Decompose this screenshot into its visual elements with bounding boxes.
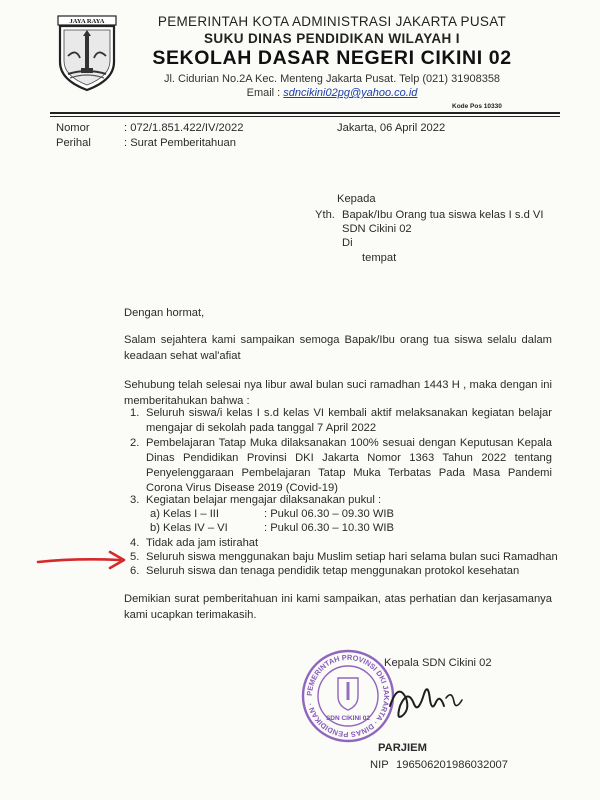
intro-paragraph: Sehubung telah selesai nya libur awal bulan suci ramadhan 1443 H , maka dengan ini memberitahukan bahwa : [124, 379, 552, 407]
place-date: Jakarta, 06 April 2022 [337, 122, 446, 134]
perihal-label: Perihal [56, 137, 91, 149]
jaya-raya-logo-icon [56, 12, 118, 92]
letterhead [122, 14, 542, 99]
item-number: 3. [130, 494, 140, 506]
recipient-kepada: Kepada [337, 193, 376, 205]
svg-text:JAYA RAYA: JAYA RAYA [69, 18, 105, 25]
item-text: Pembelajaran Tatap Muka dilaksanakan 100% sesuai dengan Keputusan Kepala Dinas Pendidikan Provinsi DKI Jakarta Nomor 1363 Tahun 2022 tentang Penyelenggaraan Pembelajaran Tatap Muka Terbatas Pada Masa Pandemi Corona Virus Disease 2019 (Covid-19) [146, 437, 552, 494]
item-text: Seluruh siswa/i kelas I s.d kelas VI kembali aktif melaksanakan kegiatan belajar mengajar di sekolah pada tanggal 7 April 2022 [146, 407, 552, 434]
postal-code: Kode Pos 10330 [452, 103, 502, 110]
school-name: SEKOLAH DASAR NEGERI CIKINI 02 [152, 47, 512, 69]
recipient-yth: Yth. [315, 209, 335, 221]
email-label: Email : [246, 87, 281, 99]
red-arrow-icon [36, 548, 128, 572]
item-number: 4. [130, 537, 140, 549]
signatory-title: Kepala SDN Cikini 02 [384, 657, 492, 669]
item-number: 5. [130, 551, 140, 563]
signatory-name: PARJIEM [378, 742, 427, 754]
letterhead-divider-thin [50, 116, 560, 117]
email-link[interactable]: sdncikini02pg@yahoo.co.id [283, 87, 418, 99]
item-number: 1. [130, 407, 140, 419]
letterhead-divider [50, 112, 560, 114]
school-address: Jl. Cidurian No.2A Kec. Menteng Jakarta Pusat. Telp (021) 31908358 [163, 73, 501, 85]
recipient-line3: Di [342, 237, 353, 249]
nip-value: 196506201986032007 [396, 759, 508, 771]
schedule-label: a) Kelas I – III [150, 508, 220, 520]
item-text: Seluruh siswa menggunakan baju Muslim setiap hari selama bulan suci Ramadhan [146, 551, 558, 563]
item-text: Kegiatan belajar mengajar dilaksanakan pukul : [146, 494, 382, 506]
handwritten-signature [384, 676, 468, 726]
item-text: Tidak ada jam istirahat [146, 537, 259, 549]
svg-text:PEMERINTAH PROVINSI DKI JAKART: PEMERINTAH PROVINSI DKI JAKARTA · DINAS PENDIDIKAN · [304, 652, 392, 740]
email-line [122, 87, 542, 99]
school-stamp-icon [300, 648, 396, 744]
agency-name: SUKU DINAS PENDIDIKAN WILAYAH I [204, 31, 460, 46]
item-text: Seluruh siswa dan tenaga pendidik tetap menggunakan protokol kesehatan [146, 565, 520, 577]
schedule-time: : Pukul 06.30 – 09.30 WIB [264, 508, 394, 520]
item-number: 2. [130, 437, 140, 449]
nip-label: NIP [370, 759, 389, 771]
perihal-value: : Surat Pemberitahuan [124, 137, 236, 149]
recipient-line4: tempat [362, 252, 397, 264]
item-number: 6. [130, 565, 140, 577]
nomor-label: Nomor [56, 122, 90, 134]
nomor-value: : 072/1.851.422/IV/2022 [124, 122, 244, 134]
closing-paragraph: Demikian surat pemberitahuan ini kami sampaikan, atas perhatian dan kerjasamanya kami ucapkan terimakasih. [124, 593, 552, 621]
svg-text:SDN CIKINI 02: SDN CIKINI 02 [325, 715, 371, 722]
opening-paragraph: Salam sejahtera kami sampaikan semoga Bapak/Ibu orang tua siswa selalu dalam keadaan sehat wal'afiat [124, 334, 552, 362]
government-name: PEMERINTAH KOTA ADMINISTRASI JAKARTA PUSAT [157, 14, 507, 29]
schedule-label: b) Kelas IV – VI [150, 522, 228, 534]
greeting: Dengan hormat, [124, 307, 205, 319]
schedule-time: : Pukul 06.30 – 10.30 WIB [264, 522, 394, 534]
recipient-line1: Bapak/Ibu Orang tua siswa kelas I s.d VI [342, 209, 544, 221]
recipient-line2: SDN Cikini 02 [342, 223, 412, 235]
